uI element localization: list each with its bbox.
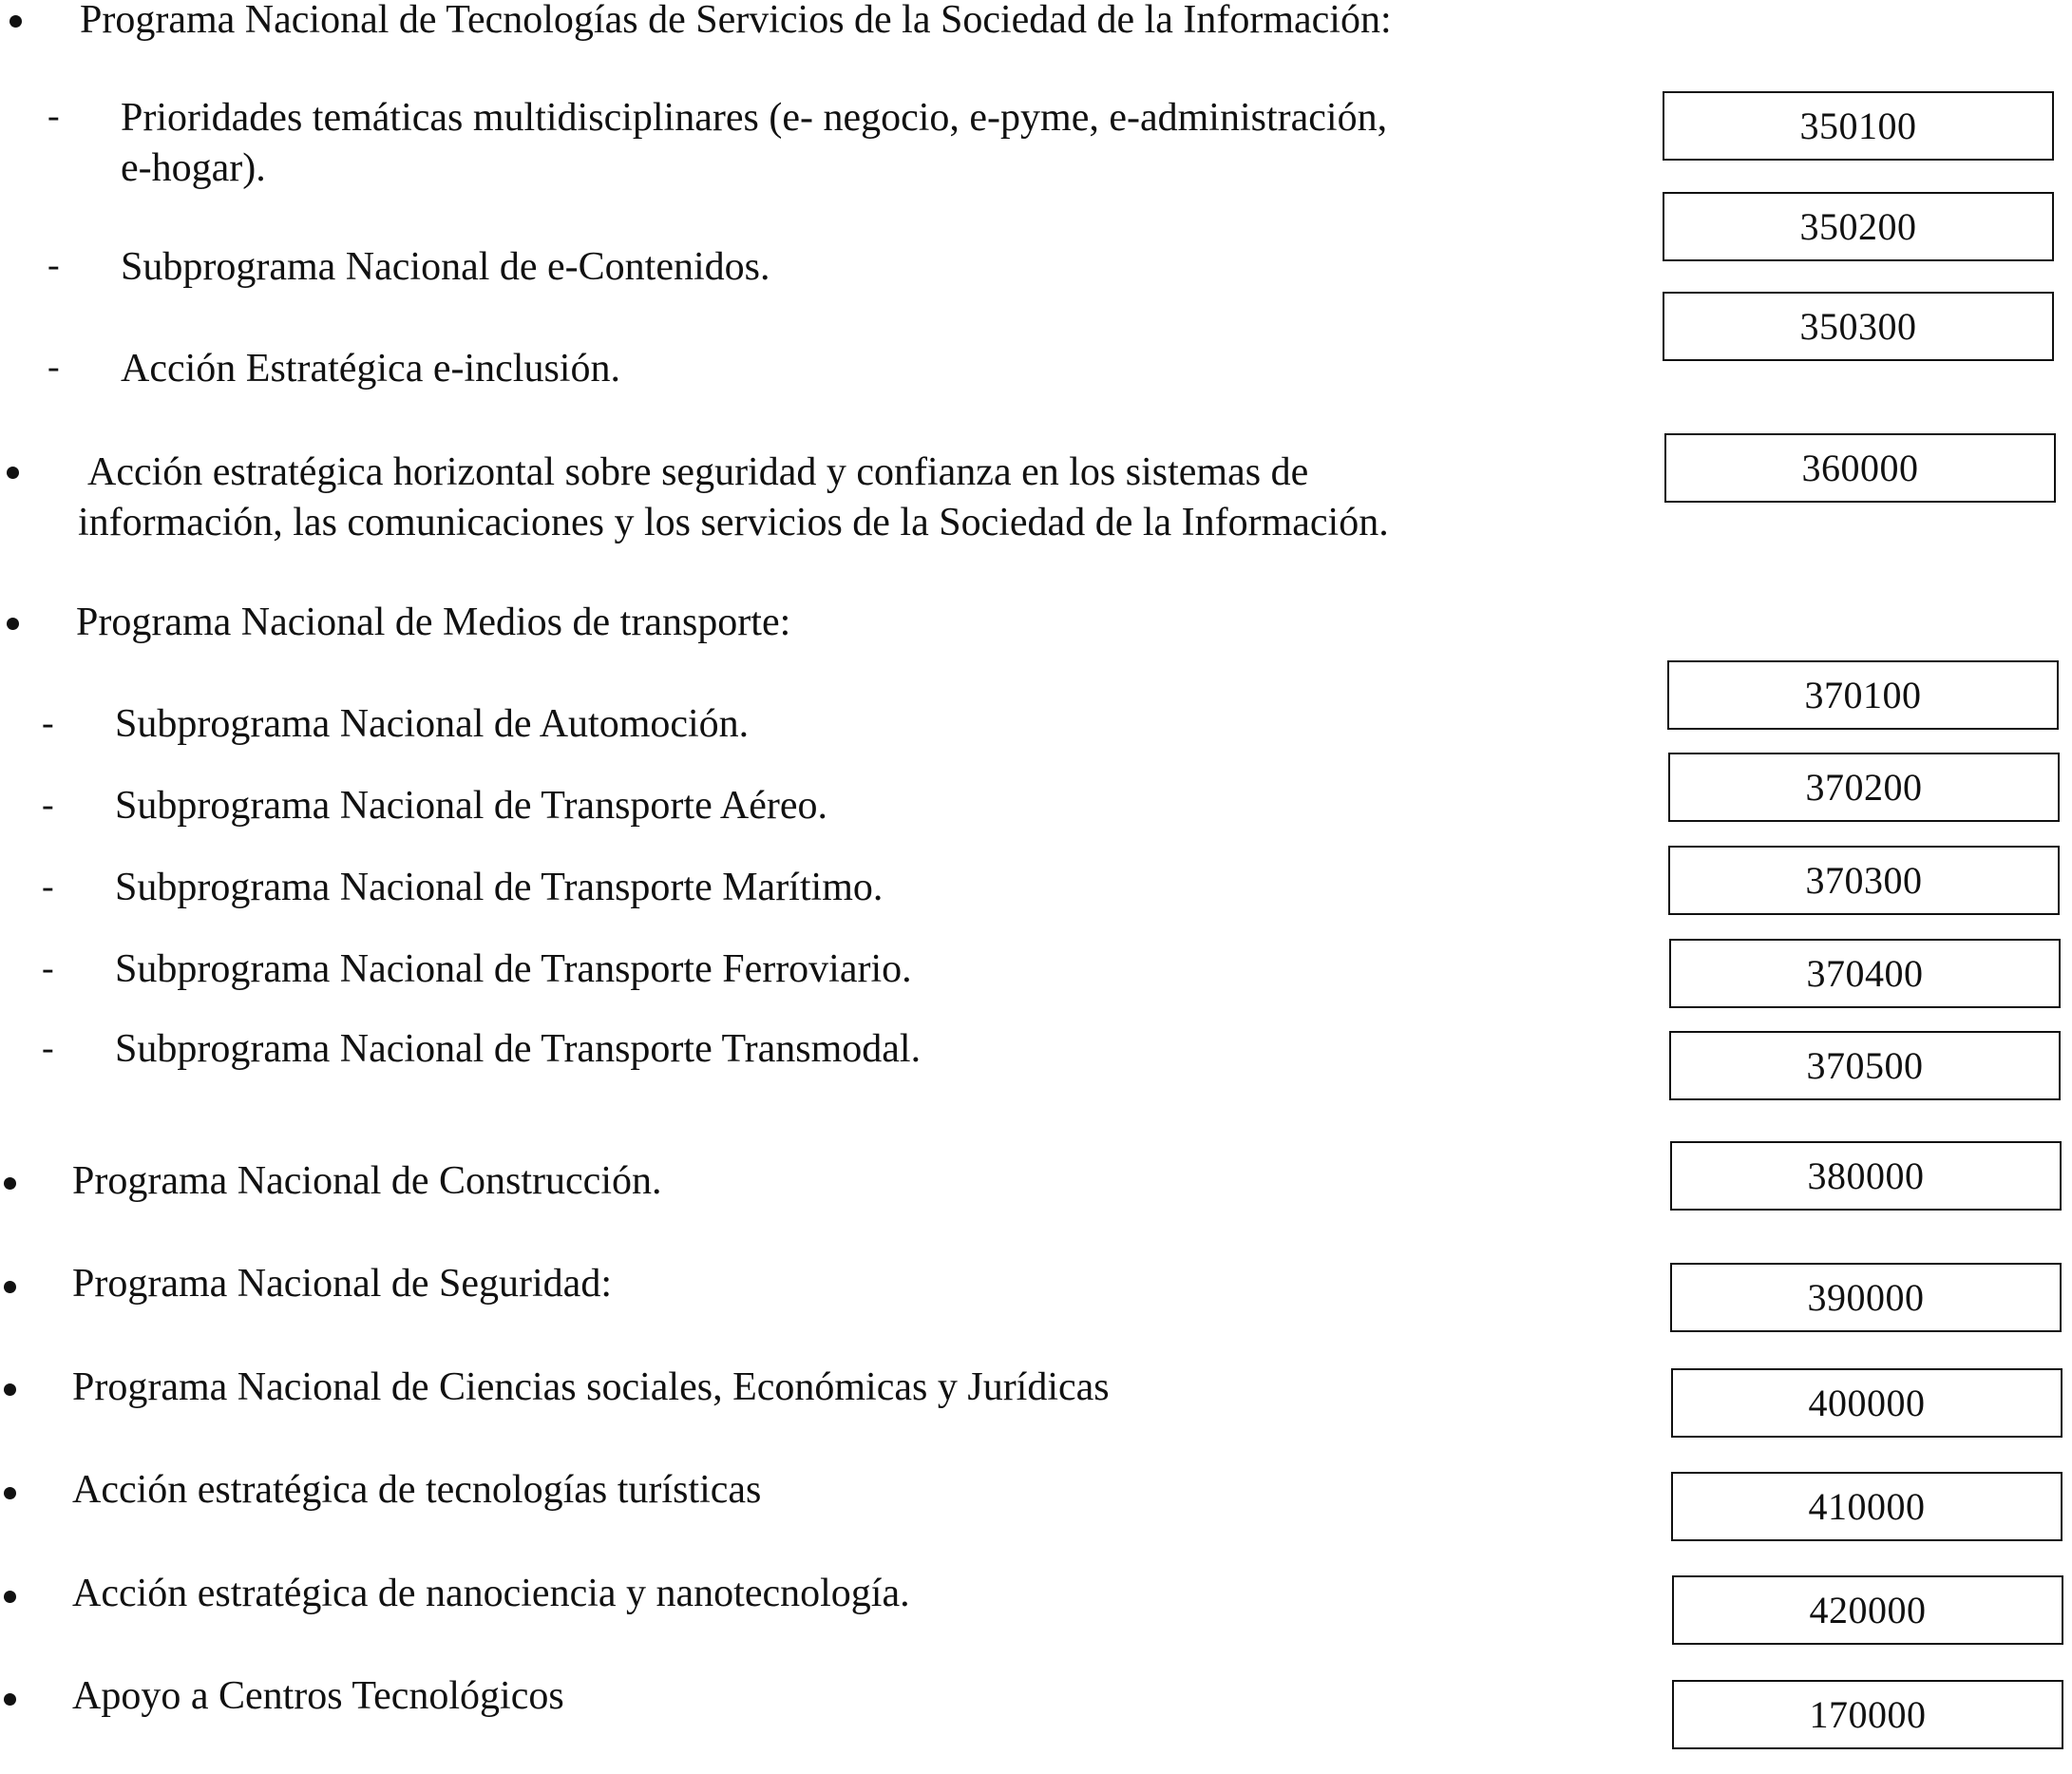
subprogram-title: Subprograma Nacional de Transporte Ferroviario. (115, 947, 912, 991)
code-box: 370400 (1669, 939, 2061, 1008)
dash-marker: - (42, 867, 54, 906)
dash-marker: - (42, 703, 54, 743)
bullet-icon (4, 1693, 16, 1706)
code-box: 400000 (1671, 1368, 2062, 1438)
bullet-icon (7, 618, 19, 630)
program-title-line-1: Acción estratégica horizontal sobre seguridad y confianza en los sistemas de (87, 450, 1309, 494)
subprogram-title-line-2: e-hogar). (121, 146, 266, 190)
code-box: 350200 (1663, 192, 2054, 261)
program-title: Programa Nacional de Ciencias sociales, Económicas y Jurídicas (72, 1365, 1110, 1409)
subprogram-title: Subprograma Nacional de e-Contenidos. (121, 245, 770, 289)
subprogram-title: Subprograma Nacional de Transporte Marítimo. (115, 866, 884, 909)
dash-marker: - (48, 245, 60, 285)
dash-marker: - (48, 96, 60, 136)
dash-marker: - (48, 347, 60, 387)
code-box: 170000 (1672, 1680, 2063, 1749)
program-title: Programa Nacional de Seguridad: (72, 1262, 612, 1306)
bullet-icon (4, 1383, 16, 1396)
subprogram-title: Acción Estratégica e-inclusión. (121, 347, 620, 391)
code-box: 360000 (1664, 433, 2056, 503)
bullet-icon (4, 1487, 16, 1499)
program-title: Programa Nacional de Tecnologías de Servicios de la Sociedad de la Información: (80, 0, 1392, 42)
dash-marker: - (42, 1028, 54, 1068)
subprogram-title: Subprograma Nacional de Transporte Aéreo. (115, 784, 827, 828)
program-title: Programa Nacional de Medios de transporte: (76, 601, 791, 644)
code-box: 370200 (1668, 753, 2060, 822)
bullet-icon (7, 467, 19, 479)
code-box: 380000 (1670, 1141, 2062, 1211)
code-box: 350300 (1663, 292, 2054, 361)
subprogram-title: Subprograma Nacional de Automoción. (115, 702, 750, 746)
code-box: 370500 (1669, 1031, 2061, 1100)
dash-marker: - (42, 948, 54, 988)
subprogram-title: Subprograma Nacional de Transporte Transmodal. (115, 1027, 922, 1071)
code-box: 410000 (1671, 1472, 2062, 1541)
code-box: 370100 (1667, 660, 2059, 730)
program-title: Apoyo a Centros Tecnológicos (72, 1674, 564, 1718)
code-box: 370300 (1668, 846, 2060, 915)
bullet-icon (4, 1281, 16, 1293)
subprogram-title-line-1: Prioridades temáticas multidisciplinares (e- negocio, e-pyme, e-administración, (121, 96, 1388, 140)
program-title: Acción estratégica de tecnologías turísticas (72, 1468, 762, 1512)
dash-marker: - (42, 785, 54, 825)
bullet-icon (10, 15, 22, 28)
program-title: Acción estratégica de nanociencia y nanotecnología. (72, 1572, 910, 1615)
program-title-line-2: información, las comunicaciones y los servicios de la Sociedad de la Información. (78, 501, 1389, 544)
program-title: Programa Nacional de Construcción. (72, 1159, 662, 1203)
bullet-icon (4, 1591, 16, 1603)
bullet-icon (4, 1177, 16, 1190)
code-box: 420000 (1672, 1575, 2063, 1645)
code-box: 390000 (1670, 1263, 2062, 1332)
code-box: 350100 (1663, 91, 2054, 161)
